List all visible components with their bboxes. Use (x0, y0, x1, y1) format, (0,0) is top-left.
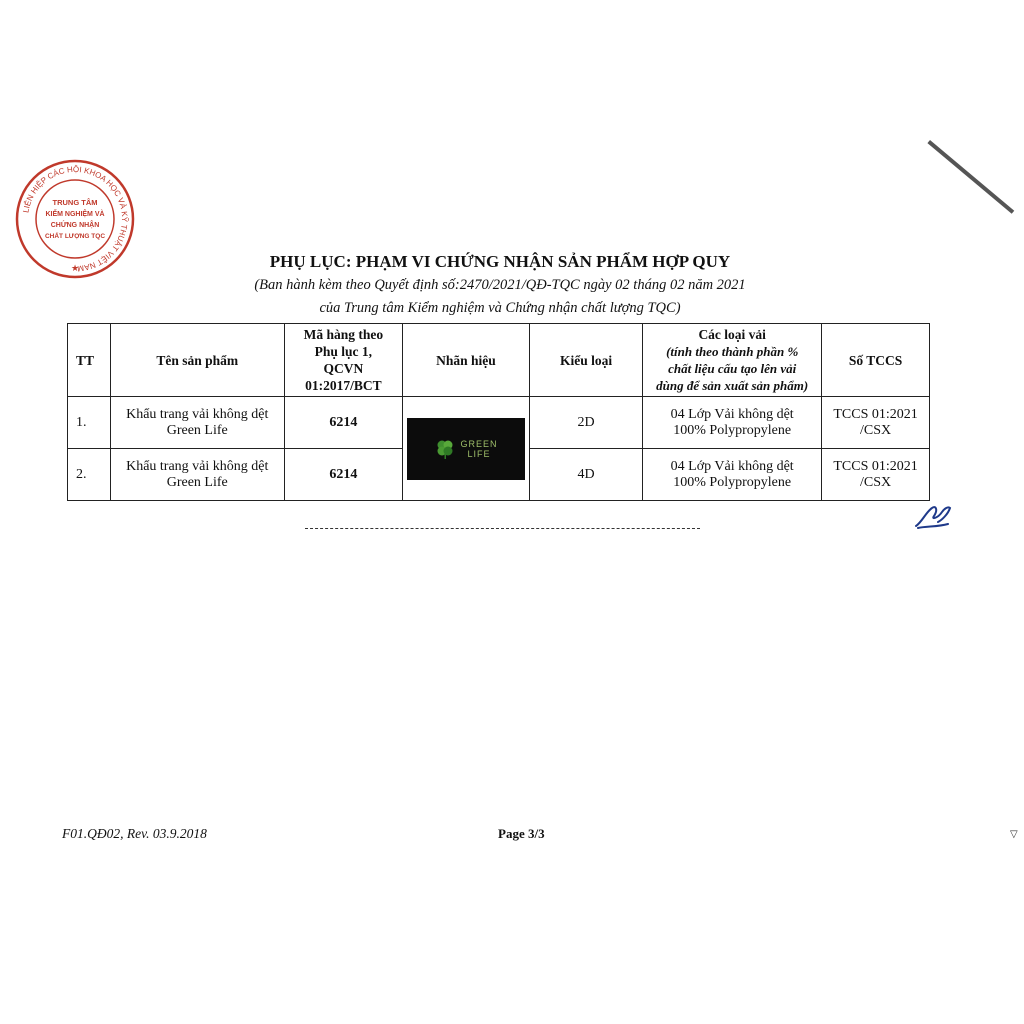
logo-word-life: LIFE (467, 448, 491, 459)
end-of-document-line (305, 528, 700, 529)
row-product-name: Khẩu trang vải không dệt Green Life (110, 397, 284, 449)
stamp-line-2: KIỂM NGHIỆM VÀ (45, 211, 105, 218)
header-tt: TT (68, 324, 111, 397)
row-tccs: TCCS 01:2021 /CSX (822, 397, 930, 449)
header-type: Kiểu loại (529, 324, 642, 397)
table-header-row (68, 324, 930, 397)
logo-word-green: GREEN (460, 438, 498, 449)
footer-mark-icon: ▽ (1010, 829, 1018, 840)
row-fabric: 04 Lớp Vải không dệt 100% Polypropylene (643, 449, 822, 501)
green-life-logo (407, 418, 525, 480)
document-subtitle-2: của Trung tâm Kiểm nghiệm và Chứng nhận chất lượng TQC) (319, 300, 681, 316)
row-tt: 2. (68, 449, 111, 501)
row-tt: 1. (68, 397, 111, 449)
page-corner-fold (927, 140, 1014, 214)
table-row (68, 397, 930, 449)
header-brand: Nhãn hiệu (402, 324, 529, 397)
form-code: F01.QĐ02, Rev. 03.9.2018 (62, 826, 207, 841)
stamp-star-icon: ★ (70, 263, 80, 273)
stamp-line-1: TRUNG TÂM (52, 198, 98, 207)
header-product-name: Tên sản phẩm (110, 324, 284, 397)
clover-icon (434, 438, 456, 460)
row-type: 2D (529, 397, 642, 449)
stamp-line-4: CHẤT LƯỢNG TQC (44, 233, 106, 240)
header-product-code: Mã hàng theo Phụ lục 1, QCVN 01:2017/BCT (284, 324, 402, 397)
scan-margin-bottom (0, 882, 1024, 1024)
page-number: Page 3/3 (498, 826, 545, 841)
signature-initials (912, 500, 954, 532)
stamp-line-3: CHỨNG NHẬN (50, 222, 100, 229)
row-product-name: Khẩu trang vải không dệt Green Life (110, 449, 284, 501)
row-fabric: 04 Lớp Vải không dệt 100% Polypropylene (643, 397, 822, 449)
header-fabric: Các loại vải (tính theo thành phần % chất liệu cấu tạo lên vải dùng để sản xuất sản phẩm) (643, 324, 822, 397)
row-brand-logo (402, 397, 529, 501)
stamp-ring-text: LIÊN HIỆP CÁC HỘI KHOA HỌC VÀ KỸ THUẬT VIỆT NAM (21, 164, 130, 274)
row-type: 4D (529, 449, 642, 501)
document-subtitle-1: (Ban hành kèm theo Quyết định số:2470/2021/QĐ-TQC ngày 02 tháng 02 năm 2021 (254, 277, 746, 293)
row-product-code: 6214 (284, 449, 402, 501)
row-product-code: 6214 (284, 397, 402, 449)
document-title: PHỤ LỤC: PHẠM VI CHỨNG NHẬN SẢN PHẨM HỢP QUY (269, 252, 731, 271)
scan-margin-top (0, 0, 1024, 140)
row-tccs: TCCS 01:2021 /CSX (822, 449, 930, 501)
header-tccs: Số TCCS (822, 324, 930, 397)
certification-table (67, 323, 930, 501)
